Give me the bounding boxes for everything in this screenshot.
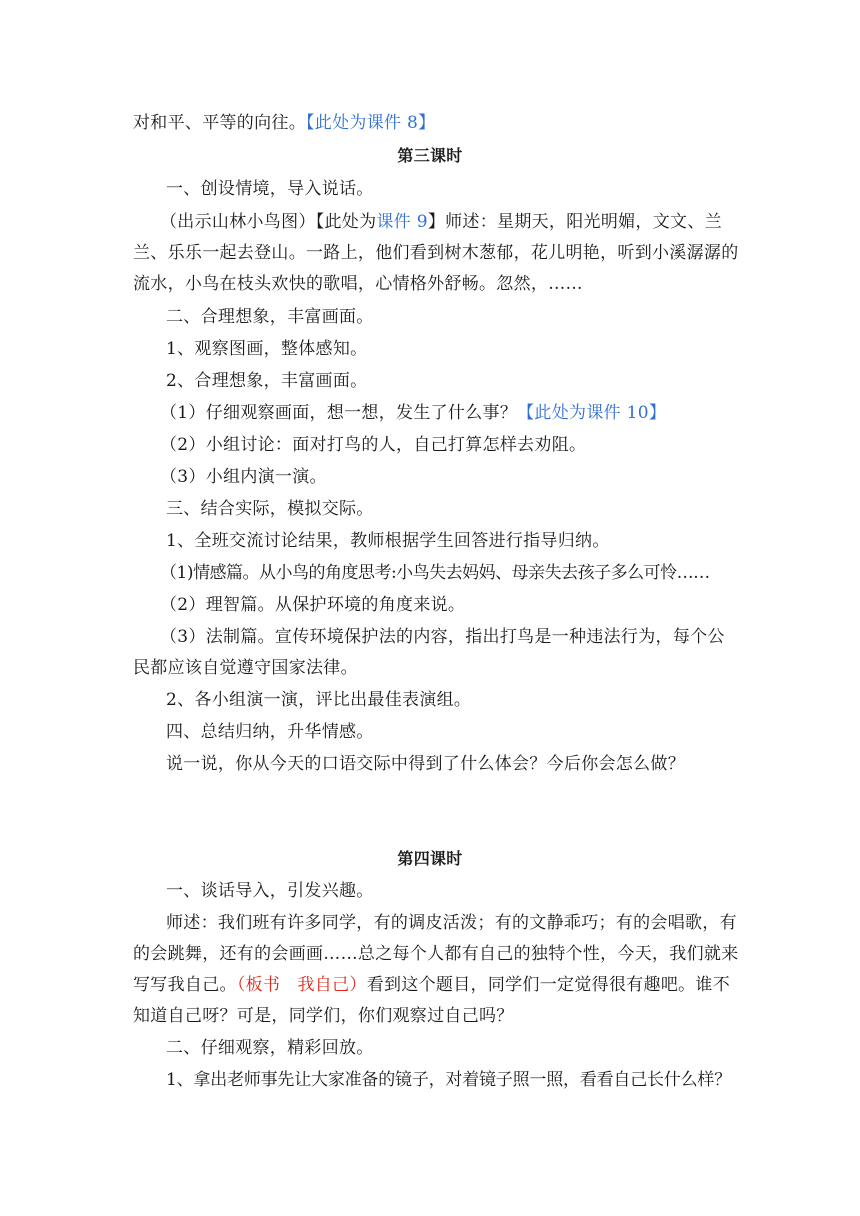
paragraph-line: 二、仔细观察，精彩回放。	[166, 1038, 374, 1058]
paragraph-line: （1)情感篇。从小鸟的角度思考:小鸟失去妈妈、母亲失去孩子多么可怜……	[160, 563, 710, 583]
board-note: （板书 我自己）	[236, 975, 367, 995]
courseware-link[interactable]: 【此处为课件 10】	[517, 403, 667, 423]
paragraph-line: 三、结合实际，模拟交际。	[166, 499, 374, 519]
text-span: （1）仔细观察画面，想一想，发生了什么事？	[160, 403, 518, 423]
paragraph-line: 一、谈话导入，引发兴趣。	[166, 881, 374, 901]
paragraph-line: 的会跳舞，还有的会画画……总之每个人都有自己的独特个性，今天，我们就来	[133, 944, 739, 964]
paragraph-line: 四、总结归纳，升华情感。	[166, 722, 374, 742]
paragraph-line: 二、合理想象，丰富画面。	[166, 307, 374, 327]
paragraph-line: 1、全班交流讨论结果，教师根据学生回答进行指导归纳。	[166, 531, 610, 551]
paragraph-line: 师述：我们班有许多同学，有的调皮活泼；有的文静乖巧；有的会唱歌，有	[166, 913, 737, 933]
paragraph-line: 1、拿出老师事先让大家准备的镜子，对着镜子照一照，看看自己长什么样？	[166, 1070, 732, 1090]
text-span: 】师述：星期天，阳光明媚，文文、兰	[427, 212, 722, 232]
paragraph-line: 2、合理想象，丰富画面。	[166, 371, 368, 391]
text-span: 看到这个题目，同学们一定觉得很有趣吧。谁不	[366, 975, 731, 995]
paragraph-line	[133, 113, 733, 133]
paragraph-line: 1、观察图画，整体感知。	[166, 339, 368, 359]
paragraph-line	[160, 403, 760, 423]
paragraph-line: （2）小组讨论：面对打鸟的人，自己打算怎样去劝阻。	[160, 435, 587, 455]
paragraph-line: 流水，小鸟在枝头欢快的歌唱，心情格外舒畅。忽然，……	[133, 274, 583, 294]
paragraph-line: （3）法制篇。宣传环境保护法的内容，指出打鸟是一种违法行为，每个公	[160, 627, 725, 647]
text-span: 对和平、平等的向往。	[133, 113, 306, 133]
text-span: 写写我自己。	[133, 975, 237, 995]
paragraph-line: 民都应该自觉遵守国家法律。	[133, 658, 358, 678]
paragraph-line	[133, 975, 733, 995]
paragraph-line: 一、创设情境，导入说话。	[166, 179, 374, 199]
paragraph-line: （2）理智篇。从保护环境的角度来说。	[160, 595, 466, 615]
paragraph-line: 2、各小组演一演，评比出最佳表演组。	[166, 690, 472, 710]
paragraph-line: 说一说，你从今天的口语交际中得到了什么体会？今后你会怎么做？	[166, 754, 685, 774]
paragraph-line: （3）小组内演一演。	[160, 467, 327, 487]
courseware-link[interactable]: 课件 9	[376, 212, 428, 232]
section-heading: 第三课时	[397, 146, 463, 165]
paragraph-line	[160, 212, 760, 232]
text-span: （出示山林小鸟图）【此处为	[160, 212, 377, 232]
section-heading: 第四课时	[397, 849, 463, 868]
courseware-link[interactable]: 【此处为课件 8】	[306, 113, 436, 133]
paragraph-line: 兰、乐乐一起去登山。一路上，他们看到树木葱郁，花儿明艳，听到小溪潺潺的	[133, 243, 739, 263]
paragraph-line: 知道自己呀？可是，同学们，你们观察过自己吗？	[133, 1006, 514, 1026]
